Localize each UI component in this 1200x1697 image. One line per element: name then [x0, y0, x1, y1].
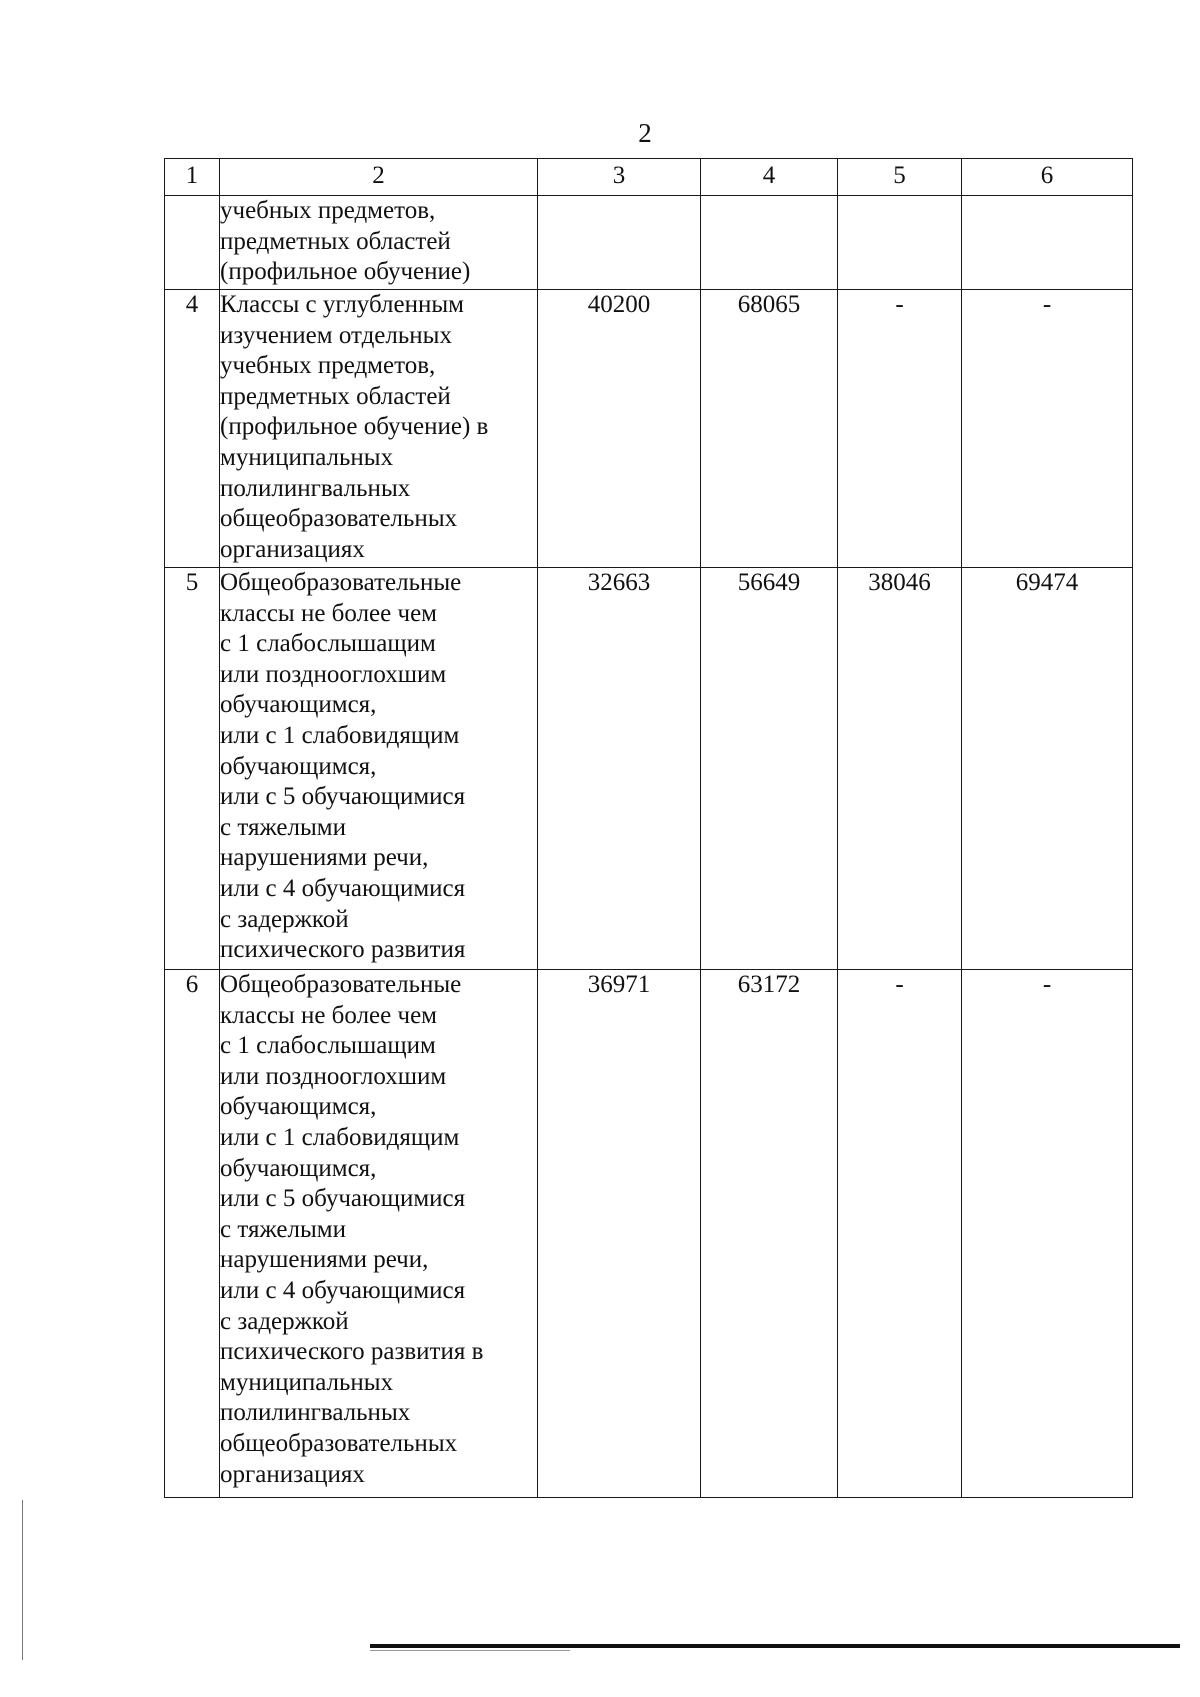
value-col-5: 38046	[838, 568, 962, 970]
value-col-3: 32663	[538, 568, 701, 970]
table-header-row	[165, 159, 1133, 196]
row-number: 5	[165, 568, 220, 970]
row-description: Общеобразовательные классы не более чем с 1 слабослышащим или позднооглохшим обучающимся, или с 1 слабовидящим обучающимся, или с 5 обучающимися с тяжелыми нарушениями речи, или с 4 обучающимися с задержкой психического развития	[220, 568, 538, 970]
row-description: Общеобразовательные классы не более чем с 1 слабослышащим или позднооглохшим обучающимся, или с 1 слабовидящим обучающимся, или с 5 обучающимися с тяжелыми нарушениями речи, или с 4 обучающимися с задержкой психического развития в муниципальных полилингвальных общеобразовательных организациях	[220, 970, 538, 1498]
row-number: 6	[165, 970, 220, 1498]
scan-bottom-rule	[370, 1644, 1180, 1648]
value-col-4: 68065	[701, 290, 838, 568]
table-row	[165, 970, 1133, 1498]
row-description: Классы с углубленным изучением отдельных учебных предметов, предметных областей (профильное обучение) в муниципальных полилингвальных общеобразовательных организациях	[220, 290, 538, 568]
data-table	[164, 158, 1133, 1498]
value-col-5: -	[838, 290, 962, 568]
value-col-6: -	[962, 290, 1133, 568]
table-row	[165, 290, 1133, 568]
value-col-5: -	[838, 970, 962, 1498]
header-cell: 6	[962, 159, 1133, 196]
table-row	[165, 196, 1133, 290]
table-row	[165, 568, 1133, 970]
row-number: 4	[165, 290, 220, 568]
row-description: учебных предметов, предметных областей (профильное обучение)	[220, 196, 538, 290]
header-cell: 3	[538, 159, 701, 196]
value-col-6	[962, 196, 1133, 290]
scan-artifact-line	[22, 1500, 23, 1660]
header-cell: 2	[220, 159, 538, 196]
row-number	[165, 196, 220, 290]
value-col-3: 40200	[538, 290, 701, 568]
value-col-6: 69474	[962, 568, 1133, 970]
page-number: 2	[638, 118, 652, 148]
scan-bottom-rule-thin	[370, 1650, 570, 1651]
header-cell: 1	[165, 159, 220, 196]
header-cell: 5	[838, 159, 962, 196]
value-col-3: 36971	[538, 970, 701, 1498]
value-col-4	[701, 196, 838, 290]
value-col-4: 56649	[701, 568, 838, 970]
value-col-4: 63172	[701, 970, 838, 1498]
value-col-3	[538, 196, 701, 290]
value-col-5	[838, 196, 962, 290]
header-cell: 4	[701, 159, 838, 196]
value-col-6: -	[962, 970, 1133, 1498]
